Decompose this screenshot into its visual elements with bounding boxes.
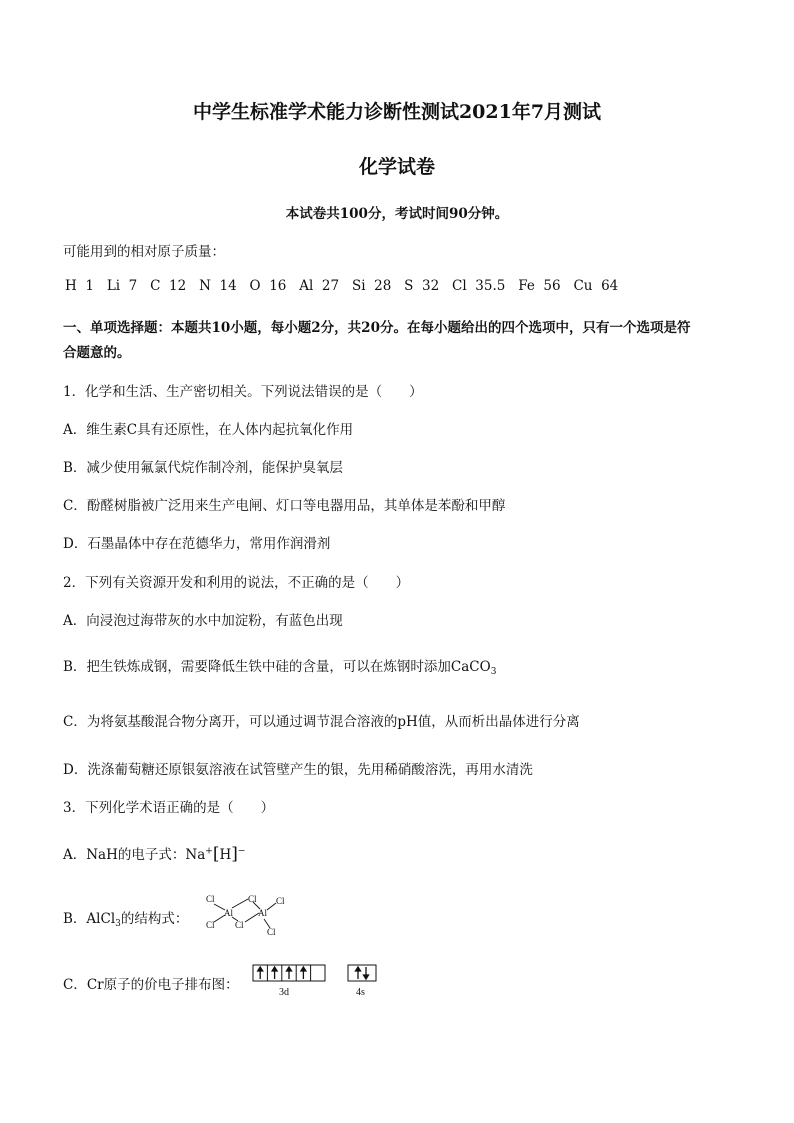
q3-option-c: C．Cr原子的价电子排布图： [63, 977, 239, 993]
orbital-4s-label: 4s [356, 987, 365, 998]
q1-option-a: A．维生素C具有还原性，在人体内起抗氧化作用 [63, 422, 354, 438]
atomic-mass-label: 可能用到的相对原子质量： [63, 244, 225, 260]
page-title: 中学生标准学术能力诊断性测试2021年7月测试 [192, 101, 602, 123]
question-2-stem: 2．下列有关资源开发和利用的说法，不正确的是（ ） [63, 575, 410, 591]
al-atom: Al [258, 908, 267, 918]
cr-orbital-diagram [252, 964, 392, 1004]
q2-option-c: C．为将氨基酸混合物分离开，可以通过调节混合溶液的pH值，从而析出晶体进行分离 [63, 714, 580, 730]
q2-option-d: D．洗涤葡萄糖还原银氨溶液在试管壁产生的银，先用稀硝酸溶洗，再用水清洗 [63, 762, 533, 778]
al2cl6-structure-diagram [200, 888, 300, 942]
q1-option-c: C．酚醛树脂被广泛用来生产电闸、灯口等电器用品，其单体是苯酚和甲醇 [63, 498, 506, 514]
cl-atom: Cl [206, 920, 215, 930]
cl-atom: Cl [248, 894, 257, 904]
q3-option-a [63, 843, 245, 864]
question-3-stem: 3．下列化学术语正确的是（ ） [63, 800, 275, 816]
q3-option-a-prefix: A．NaH的电子式： [63, 847, 186, 863]
caco3-formula: CaCO$_3$ [450, 659, 497, 677]
q1-option-b: B．减少使用氟氯代烷作制冷剂，能保护臭氧层 [63, 460, 343, 476]
q2-option-b-text: B．把生铁炼成钢，需要降低生铁中硅的含量，可以在炼钢时添加 [63, 659, 451, 675]
q2-option-b [63, 655, 496, 677]
q2-option-a: A．向浸泡过海带灰的水中加淀粉，有蓝色出现 [63, 613, 343, 629]
hydride-anion: [H] [212, 844, 238, 864]
page-subtitle: 化学试卷 [358, 156, 435, 178]
q1-option-d: D．石墨晶体中存在范德华力，常用作润滑剂 [63, 536, 331, 552]
cation-charge: + [205, 846, 213, 857]
question-1-stem: 1．化学和生活、生产密切相关。下列说法错误的是（ ） [63, 384, 423, 400]
atomic-mass-values: H 1 Li 7 C 12 N 14 O 16 Al 27 Si 28 S 32 Cl 35.5 Fe 56 Cu 64 [65, 278, 619, 294]
cl-atom: Cl [276, 896, 285, 906]
q3-option-b: B．AlCl$_3$的结构式： [63, 911, 189, 929]
cl-atom: Cl [267, 927, 276, 937]
exam-note: 本试卷共100分，考试时间90分钟。 [285, 206, 509, 222]
section-heading-line1: 一、单项选择题：本题共10小题，每小题2分，共20分。在每小题给出的四个选项中，只有一个选项是符 [63, 320, 691, 336]
cl-atom: Cl [206, 894, 215, 904]
cl-atom: Cl [235, 920, 244, 930]
orbital-3d-label: 3d [279, 987, 289, 998]
na-cation: Na [185, 847, 206, 863]
al-atom: Al [224, 908, 233, 918]
anion-charge: − [237, 846, 246, 857]
section-heading-line2: 合题意的。 [63, 345, 131, 361]
